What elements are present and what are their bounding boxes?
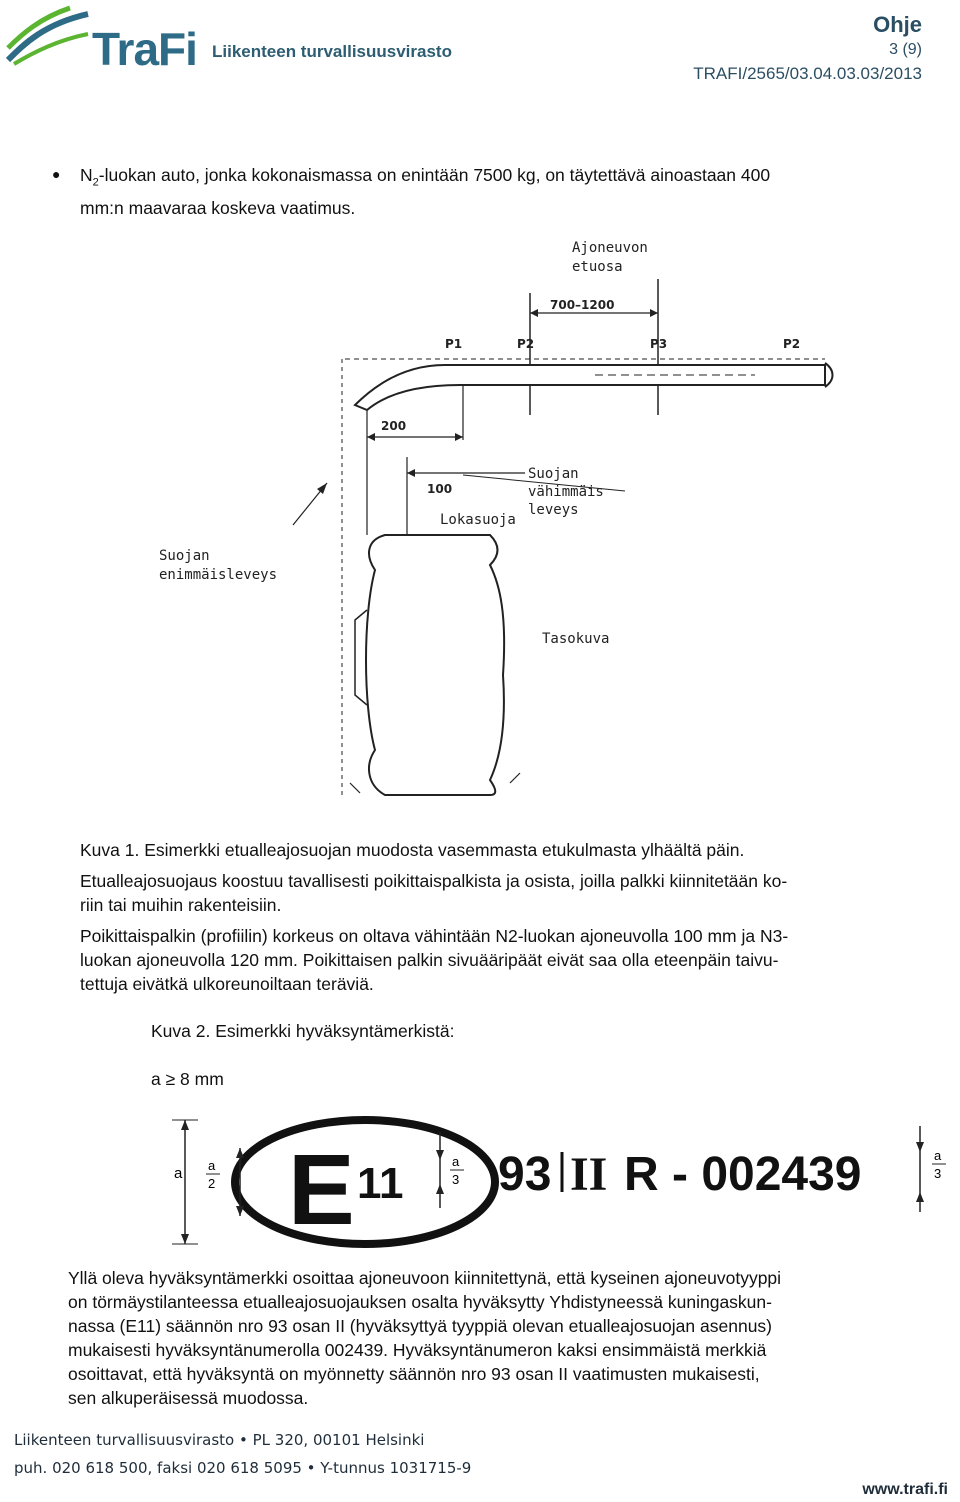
document-number: TRAFI/2565/03.04.03.03/2013 <box>693 64 922 83</box>
paragraph-mark-line-2: on törmäystilanteessa etualleajosuojauksen osalta hyväksytty Yhdistyneessä kuningaskun- <box>68 1292 772 1312</box>
paragraph-height <box>80 924 940 996</box>
paragraph-mark-line-1: Yllä oleva hyväksyntämerkki osoittaa ajoneuvoon kiinnitettynä, että kyseinen ajoneuvotyyppi <box>68 1268 782 1288</box>
bullet-prefix: N <box>80 165 93 185</box>
footer-website-link[interactable]: www.trafi.fi <box>862 1481 948 1498</box>
paragraph-height-line-1: Poikittaispalkin (profiilin) korkeus on oltava vähintään N2-luokan ajoneuvolla 100 mm ja N3- <box>80 926 789 946</box>
paragraph-mark-line-4: mukaisesti hyväksyntänumerolla 002439. Hyväksyntänumeron kaksi ensimmäistä merkkiä <box>68 1340 767 1360</box>
mark-regulation-number: 93 <box>498 1148 552 1201</box>
bullet-dot-icon: ● <box>52 166 61 182</box>
label-p2-left: P2 <box>517 337 535 351</box>
label-min-width-2: vähimmäis <box>528 484 604 500</box>
dim-third-num-right: a <box>934 1148 942 1163</box>
paragraph-mark-line-5: osoittavat, että hyväksyntä on myönnetty säännön nro 93 osan II vaatimusten mukaisesti, <box>68 1364 760 1384</box>
label-min-width-1: Suojan <box>528 466 579 482</box>
logo-wordmark[interactable]: TraFi <box>92 23 197 75</box>
mark-e-number: 11 <box>357 1159 404 1208</box>
bullet-subscript: 2 <box>92 176 99 189</box>
label-plan-view: Tasokuva <box>542 631 610 647</box>
bullet-line-1: -luokan auto, jonka kokonaismassa on enintään 7500 kg, on täytettävä ainoastaan 400 <box>98 165 771 185</box>
footer-address: Liikenteen turvallisuusvirasto • PL 320, 00101 Helsinki <box>14 1431 425 1449</box>
dim-700-1200: 700–1200 <box>550 298 615 312</box>
paragraph-structure-line-1: Etualleajosuojaus koostuu tavallisesti poikittaispalkista ja osista, joilla palkki kiinnitetään ko- <box>80 871 788 891</box>
approval-mark-diagram <box>150 1112 950 1252</box>
dim-half-den: 2 <box>208 1176 216 1191</box>
underrun-guard-diagram <box>145 235 850 805</box>
figure-1-caption: Kuva 1. Esimerkki etualleajosuojan muodosta vasemmasta etukulmasta ylhäältä päin. <box>80 840 745 860</box>
paragraph-mark-explanation <box>68 1266 938 1410</box>
paragraph-mark-line-3: nassa (E11) säännön nro 93 osan II (hyväksyttyä tyyppiä olevan etualleajosuojan asennus) <box>68 1316 772 1336</box>
dim-half-num: a <box>208 1158 216 1173</box>
footer-contact: puh. 020 618 500, faksi 020 618 5095 • Y-tunnus 1031715-9 <box>14 1459 472 1477</box>
label-p3: P3 <box>650 337 668 351</box>
label-p1: P1 <box>445 337 463 351</box>
bullet-line-2: mm:n maavaraa koskeva vaatimus. <box>80 197 356 218</box>
label-front-1: Ajoneuvon <box>572 240 648 256</box>
dim-100: 100 <box>427 482 453 496</box>
dim-third-den-right: 3 <box>934 1166 942 1181</box>
mark-part-number: II <box>570 1148 608 1201</box>
dim-a-label: a <box>174 1165 183 1182</box>
figure-2-caption: Kuva 2. Esimerkki hyväksyntämerkistä: <box>151 1021 455 1041</box>
bullet-paragraph <box>80 163 910 221</box>
mark-approval-number: R - 002439 <box>624 1148 862 1201</box>
label-fender: Lokasuoja <box>440 512 516 528</box>
dim-third-den: 3 <box>452 1172 460 1187</box>
label-max-width-1: Suojan <box>159 548 210 564</box>
page-number: 3 (9) <box>889 41 922 58</box>
paragraph-structure <box>80 869 940 917</box>
paragraph-mark-line-6: sen alkuperäisessä muodossa. <box>68 1388 309 1408</box>
size-note: a ≥ 8 mm <box>151 1069 224 1089</box>
paragraph-height-line-2: luokan ajoneuvolla 120 mm. Poikittaisen palkin sivuääripäät eivät saa olla eteenpäin taivu- <box>80 950 779 970</box>
dim-third-num: a <box>452 1154 460 1169</box>
document-type: Ohje <box>873 12 922 37</box>
agency-name: Liikenteen turvallisuusvirasto <box>212 42 452 61</box>
label-min-width-3: leveys <box>528 502 579 518</box>
label-p2-right: P2 <box>783 337 801 351</box>
label-front-2: etuosa <box>572 259 623 275</box>
paragraph-structure-line-2: riin tai muihin rakenteisiin. <box>80 895 282 915</box>
dim-200: 200 <box>381 419 407 433</box>
label-max-width-2: enimmäisleveys <box>159 567 278 583</box>
trafi-logo-swoosh-icon <box>4 4 90 66</box>
paragraph-height-line-3: tettuja eivätkä ulkoreunoiltaan teräviä. <box>80 974 374 994</box>
mark-e-letter: E <box>288 1134 355 1246</box>
